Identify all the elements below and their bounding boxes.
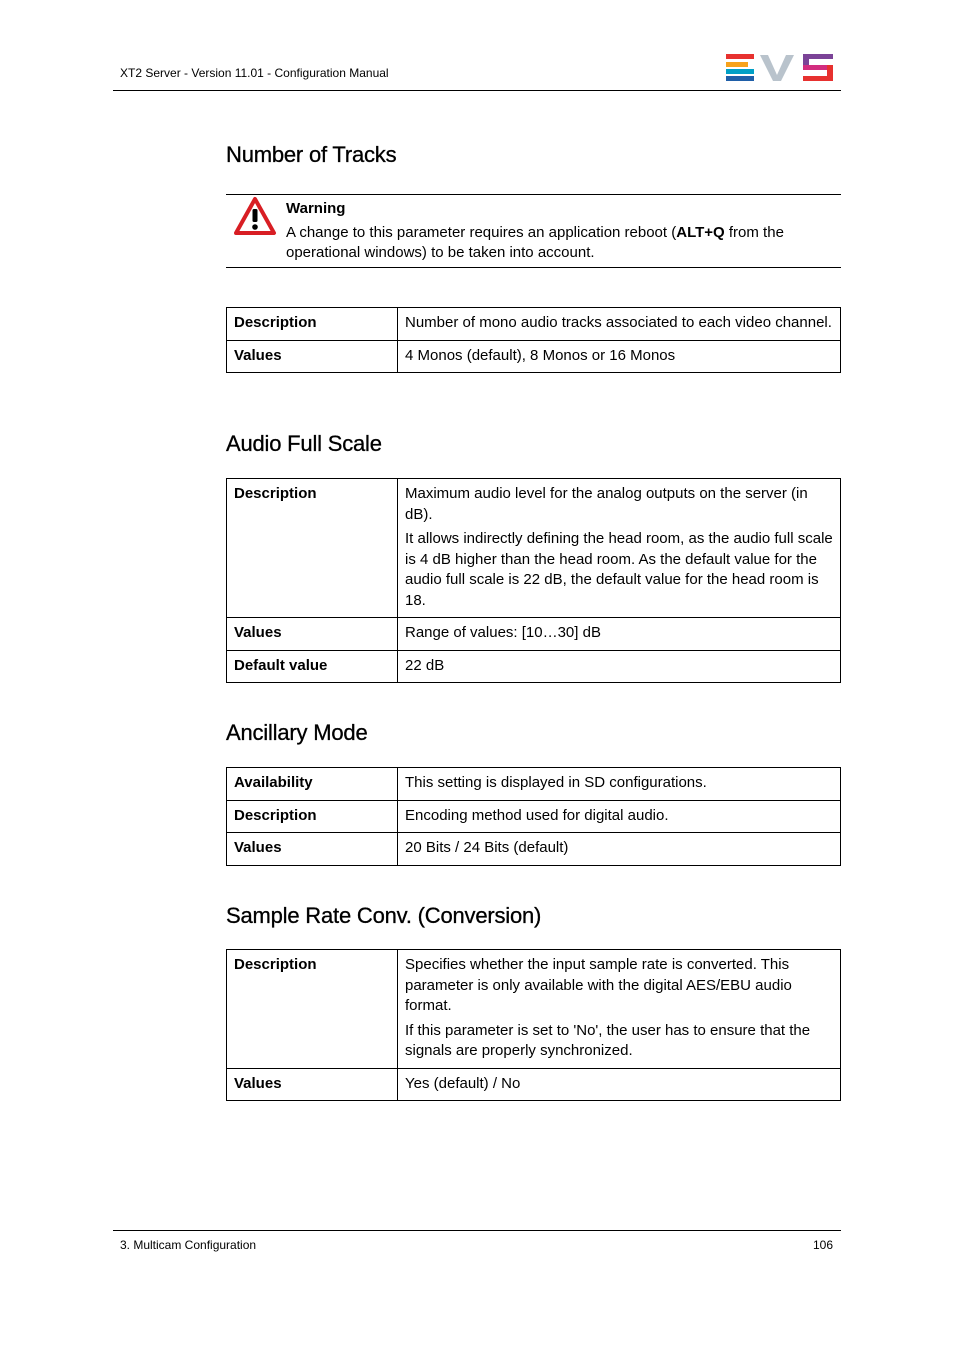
table-row [227,800,841,833]
row-value: Encoding method used for digital audio. [398,800,841,833]
warning-icon [233,196,277,236]
warning-text-before: A change to this parameter requires an application reboot ( [286,224,677,241]
warning-text-after: from the operational windows) to be taken into account. [286,224,784,261]
row-key: Description [227,950,398,1069]
warning-shortcut: ALT+Q [676,224,725,241]
logo-v [760,55,794,81]
header-rule [113,90,841,91]
heading-ancillary-mode: Ancillary Mode [226,720,368,745]
table-row [227,1068,841,1101]
tracks-table [226,307,841,373]
row-key: Availability [227,768,398,801]
row-value: 22 dB [398,650,841,683]
table-row [227,650,841,683]
row-key: Values [227,833,398,866]
heading-sample-rate-conv: Sample Rate Conv. (Conversion) [226,903,542,928]
logo-bar-blue [726,76,754,81]
sample-rate-table [226,949,841,1101]
heading-number-of-tracks: Number of Tracks [226,142,397,167]
row-value: Yes (default) / No [398,1068,841,1101]
row-value: 4 Monos (default), 8 Monos or 16 Monos [398,340,841,373]
row-key: Values [227,618,398,651]
table-row [227,308,841,341]
footer-rule [113,1230,841,1231]
table-row [227,479,841,618]
logo-bar-cyan [726,69,754,74]
logo-bar-orange [726,62,748,67]
row-value: Range of values: [10…30] dB [398,618,841,651]
table-row [227,833,841,866]
table-row [227,340,841,373]
table-row [227,950,841,1069]
audio-full-scale-table [226,478,841,683]
table-row [227,618,841,651]
logo-s-bottom [803,76,833,81]
heading-audio-full-scale: Audio Full Scale [226,431,382,456]
row-value-paragraph: If this parameter is set to 'No', the user has to ensure that the signals are properly synchronized. [405,1021,811,1059]
warning-box [226,194,841,268]
row-key: Values [227,340,398,373]
row-value [398,479,841,618]
row-key: Description [227,800,398,833]
ancillary-mode-table [226,767,841,866]
row-value-paragraph: Maximum audio level for the analog outputs on the server (in dB). [405,485,808,523]
row-key: Default value [227,650,398,683]
warning-text [286,223,826,263]
row-value: Number of mono audio tracks associated to each video channel. [398,308,841,341]
evs-logo [726,54,834,82]
row-key: Values [227,1068,398,1101]
footer-page-number: 106 [812,1238,833,1252]
logo-bar-red [726,54,754,59]
row-value-paragraph: Specifies whether the input sample rate is converted. This parameter is only available with the digital AES/EBU audio format. [405,956,792,1014]
row-value: 20 Bits / 24 Bits (default) [398,833,841,866]
row-key: Description [227,308,398,341]
footer-chapter: 3. Multicam Configuration [120,1238,257,1252]
row-value [398,950,841,1069]
table-row [227,768,841,801]
row-value-paragraph: It allows indirectly defining the head room, as the audio full scale is 4 dB higher than the head room. As the default value for the audio full scale is 22 dB, the default value for the head room is 18. [405,530,833,609]
header-title: XT2 Server - Version 11.01 - Configuration Manual [120,66,389,80]
row-key: Description [227,479,398,618]
warning-title: Warning [286,200,346,217]
row-value: This setting is displayed in SD configurations. [398,768,841,801]
